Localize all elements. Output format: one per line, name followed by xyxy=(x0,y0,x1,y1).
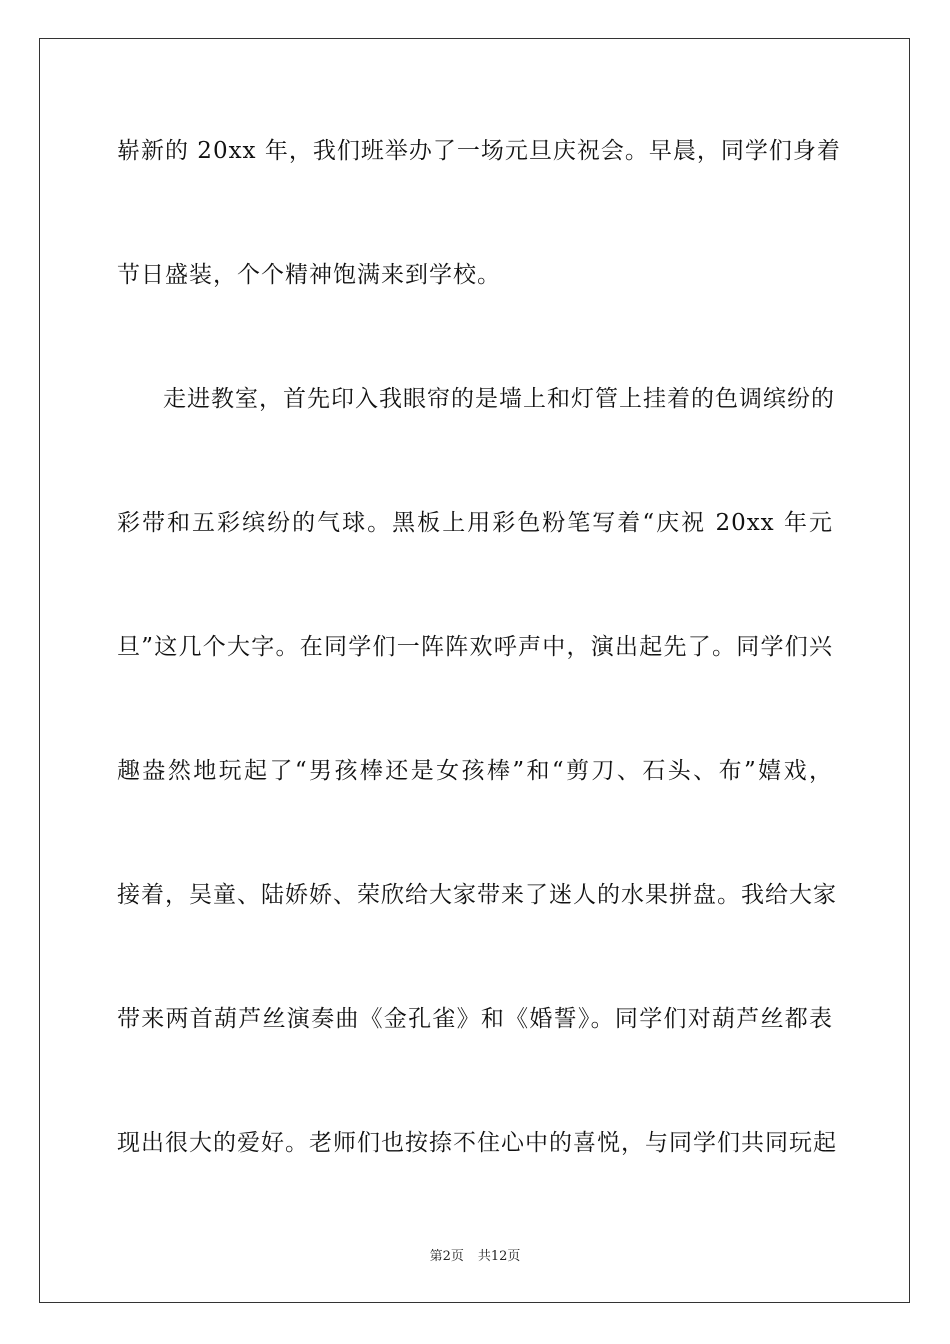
text-line: 现出很大的爱好。老师们也按捺不住心中的喜悦，与同学们共同玩起 xyxy=(117,1130,837,1156)
text-line: 趣盎然地玩起了“男孩棒还是女孩棒”和“剪刀、石头、布”嬉戏， xyxy=(117,758,833,784)
text-line: 带来两首葫芦丝演奏曲《金孔雀》和《婚誓》。同学们对葫芦丝都表 xyxy=(117,1006,833,1032)
page-border xyxy=(39,38,910,1303)
text-line: 崭新的 20xx 年，我们班举办了一场元旦庆祝会。早晨，同学们身着 xyxy=(117,138,841,164)
text-line: 旦”这几个大字。在同学们一阵阵欢呼声中，演出起先了。同学们兴 xyxy=(117,634,833,660)
text-line-indented: 走进教室，首先印入我眼帘的是墙上和灯管上挂着的色调缤纷的 xyxy=(163,386,835,412)
page-footer xyxy=(0,1248,950,1266)
text-line: 彩带和五彩缤纷的气球。黑板上用彩色粉笔写着“庆祝 20xx 年元 xyxy=(117,510,833,536)
text-line: 接着，吴童、陆娇娇、荣欣给大家带来了迷人的水果拼盘。我给大家 xyxy=(117,882,837,908)
page-number: 第2页 xyxy=(429,1249,464,1264)
page-total: 共12页 xyxy=(477,1249,521,1264)
text-line: 节日盛装，个个精神饱满来到学校。 xyxy=(117,262,501,288)
